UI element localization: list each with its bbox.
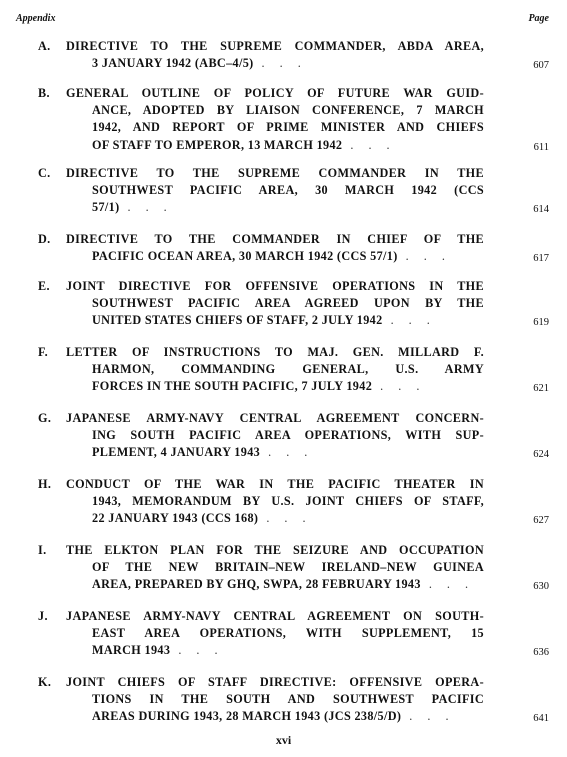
toc-entry-line: JOINT CHIEFS OF STAFF DIRECTIVE: OFFENSIVE OPERA- (66, 675, 484, 689)
toc-entry-letter: F. (38, 345, 49, 359)
leader-dots: . . . (405, 249, 451, 264)
toc-entry-letter: J. (38, 609, 48, 623)
toc-entry-letter: E. (38, 279, 50, 293)
leader-dots: . . . (409, 709, 455, 724)
toc-entry (0, 38, 567, 72)
toc-entry-line: PLEMENT, 4 JANUARY 1943 . . . (66, 444, 484, 461)
toc-entry-letter: A. (38, 39, 51, 53)
toc-entry-title (66, 231, 484, 265)
toc-entry-line: DIRECTIVE TO THE SUPREME COMMANDER, ABDA AREA, (66, 39, 484, 53)
toc-entry-line: 57/1) . . . (66, 199, 484, 216)
page-number: xvi (275, 733, 292, 747)
toc-entry-title (66, 38, 484, 72)
leader-dots: . . . (178, 643, 224, 658)
toc-entry-line: FORCES IN THE SOUTH PACIFIC, 7 JULY 1942 . . . (66, 378, 484, 395)
toc-entry (0, 476, 567, 528)
toc-entry (0, 542, 567, 594)
leader-dots: . . . (266, 511, 312, 526)
toc-entry-line: GENERAL OUTLINE OF POLICY OF FUTURE WAR GUID- (66, 86, 484, 100)
toc-entry-page-number: 614 (533, 204, 549, 216)
toc-entry-title (66, 85, 484, 154)
toc-entry-page-number: 624 (533, 449, 549, 461)
toc-entry-letter: H. (38, 477, 52, 491)
leader-dots: . . . (390, 313, 436, 328)
toc-entry-letter: I. (38, 543, 47, 557)
toc-entry-line: PACIFIC OCEAN AREA, 30 MARCH 1942 (CCS 57/1) . . . (66, 248, 484, 265)
toc-entry (0, 674, 567, 726)
toc-entry-line: 3 JANUARY 1942 (ABC–4/5) . . . (66, 55, 484, 72)
toc-entry (0, 344, 567, 396)
toc-entry-line: LETTER OF INSTRUCTIONS TO MAJ. GEN. MILLARD F. (66, 345, 484, 359)
toc-entry-line: AREA, PREPARED BY GHQ, SWPA, 28 FEBRUARY 1943 . . . (66, 576, 484, 593)
toc-entry (0, 231, 567, 265)
toc-entry (0, 85, 567, 154)
toc-entry-page-number: 607 (533, 60, 549, 72)
toc-entry-line: HARMON, COMMANDING GENERAL, U.S. ARMY (92, 362, 484, 377)
toc-entry-line: THE ELKTON PLAN FOR THE SEIZURE AND OCCUPATION (66, 543, 484, 557)
toc-entry-line: 1943, MEMORANDUM BY U.S. JOINT CHIEFS OF STAFF, (92, 494, 484, 509)
toc-entry-line: DIRECTIVE TO THE SUPREME COMMANDER IN THE (66, 166, 484, 180)
toc-entry-letter: B. (38, 86, 50, 100)
toc-entry-line: TIONS IN THE SOUTH AND SOUTHWEST PACIFIC (92, 692, 484, 707)
toc-entry-line: AREAS DURING 1943, 28 MARCH 1943 (JCS 238/5/D) . . . (66, 708, 484, 725)
toc-entry-line: MARCH 1943 . . . (66, 642, 484, 659)
toc-entry-page-number: 641 (533, 713, 549, 725)
toc-entry-line: CONDUCT OF THE WAR IN THE PACIFIC THEATER IN (66, 477, 484, 491)
toc-entry-line: JAPANESE ARMY-NAVY CENTRAL AGREEMENT ON SOUTH- (66, 609, 484, 623)
toc-entry-letter: C. (38, 166, 51, 180)
toc-entry-title (66, 344, 484, 396)
leader-dots: . . . (350, 137, 396, 152)
toc-entry-line: ANCE, ADOPTED BY LIAISON CONFERENCE, 7 MARCH (92, 103, 484, 118)
toc-entry-page-number: 619 (533, 317, 549, 329)
toc-entry-letter: D. (38, 232, 51, 246)
toc-entry-line: 22 JANUARY 1943 (CCS 168) . . . (66, 510, 484, 527)
toc-entry-title (66, 410, 484, 462)
toc-entry-line: EAST AREA OPERATIONS, WITH SUPPLEMENT, 15 (92, 626, 484, 641)
toc-entry-line: SOUTHWEST PACIFIC AREA AGREED UPON BY THE (92, 296, 484, 311)
toc-entry-line: DIRECTIVE TO THE COMMANDER IN CHIEF OF THE (66, 232, 484, 246)
toc-entry-line: ING SOUTH PACIFIC AREA OPERATIONS, WITH SUP- (92, 428, 484, 443)
toc-entry-title (66, 608, 484, 660)
toc-entry-page-number: 636 (533, 647, 549, 659)
toc-entry-page-number: 630 (533, 581, 549, 593)
header-page-label: Page (528, 13, 549, 24)
leader-dots: . . . (127, 200, 173, 215)
toc-entry (0, 608, 567, 660)
toc-entry (0, 410, 567, 462)
toc-entry-title (66, 476, 484, 528)
leader-dots: . . . (268, 445, 314, 460)
toc-entry (0, 278, 567, 330)
toc-entry-title (66, 674, 484, 726)
toc-entry-line: 1942, AND REPORT OF PRIME MINISTER AND CHIEFS (92, 120, 484, 135)
toc-entry-line: JAPANESE ARMY-NAVY CENTRAL AGREEMENT CONCERN- (66, 411, 484, 425)
leader-dots: . . . (428, 577, 475, 592)
toc-entry-line: SOUTHWEST PACIFIC AREA, 30 MARCH 1942 (CCS (92, 183, 484, 198)
leader-dots: . . . (380, 379, 426, 394)
toc-entry-letter: K. (38, 675, 52, 689)
leader-dots: . . . (261, 56, 307, 71)
toc-entry-title (66, 542, 484, 594)
toc-entry-page-number: 617 (533, 253, 549, 265)
toc-entry-line: JOINT DIRECTIVE FOR OFFENSIVE OPERATIONS IN THE (66, 279, 484, 293)
toc-entry-line: OF STAFF TO EMPEROR, 13 MARCH 1942 . . . (66, 137, 484, 154)
toc-entry-page-number: 627 (533, 515, 549, 527)
toc-entry-title (66, 165, 484, 217)
toc-entry-letter: G. (38, 411, 52, 425)
toc-entry-line: UNITED STATES CHIEFS OF STAFF, 2 JULY 1942 . . . (66, 312, 484, 329)
toc-entry-page-number: 611 (533, 141, 549, 153)
header-appendix-label: Appendix (16, 13, 56, 24)
toc-entry-page-number: 621 (533, 383, 549, 395)
toc-entry (0, 165, 567, 217)
toc-entry-title (66, 278, 484, 330)
toc-entry-line: OF THE NEW BRITAIN–NEW IRELAND–NEW GUINEA (92, 560, 484, 575)
